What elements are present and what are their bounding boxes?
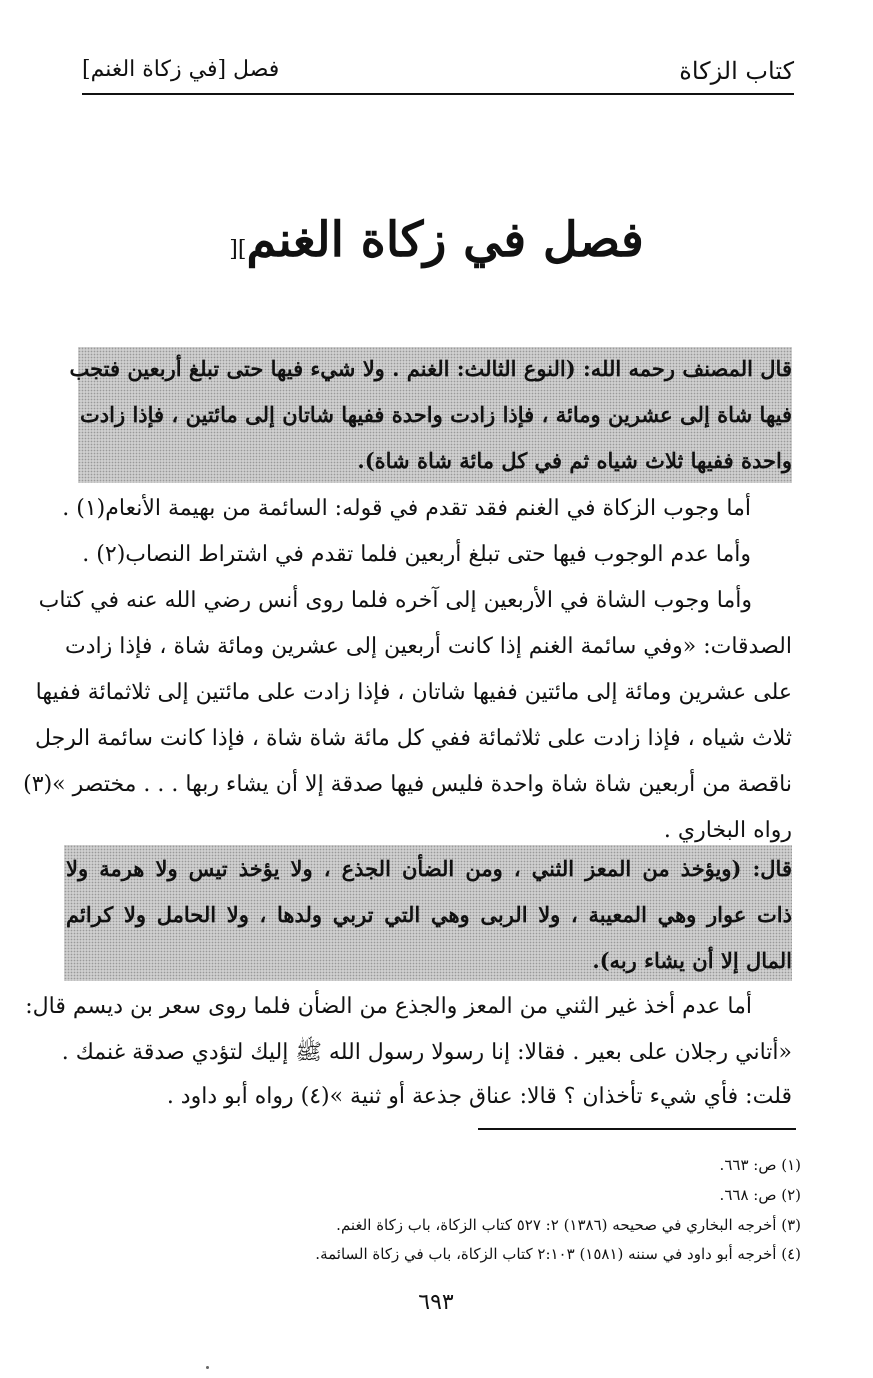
body-line: رواه البخاري . [663,818,792,843]
body-line: على عشرين ومائة إلى مائتين ففيها شاتان ، فإذا زادت على مائتين إلى ثلاثمائة ففيها [35,680,792,705]
body-line: أما وجوب الزكاة في الغنم فقد تقدم في قوله: السائمة من بهيمة الأنعام(١) . [62,496,751,521]
footnote: (٢) ص: ٦٦٨. [719,1186,801,1204]
body-line: «أتاني رجلان على بعير . فقالا: إنا رسولا رسول الله ﷺ إليك لتؤدي صدقة غنمك . [61,1040,792,1065]
quote-block-1-line: واحدة ففيها ثلاث شياه ثم في كل مائة شاة شاة). [357,448,792,473]
footnote: (٣) أخرجه البخاري في صحيحه (١٣٨٦) ٢: ٥٢٧ كتاب الزكاة، باب زكاة الغنم. [336,1216,801,1234]
quote-block-2-line: قال: (ويؤخذ من المعز الثني ، ومن الضأن الجذع ، ولا يؤخذ تيس ولا هرمة ولا [66,856,792,881]
quote-block-1-line: فيها شاة إلى عشرين ومائة ، فإذا زادت واحدة ففيها شاتان إلى مائتين ، فإذا زادت [80,402,792,427]
title-bracket-open: [ [229,237,238,262]
chapter-title-main: فصل في زكاة الغنم [246,212,644,268]
quote-block-1-line: قال المصنف رحمه الله: (النوع الثالث: الغنم . ولا شيء فيها حتى تبلغ أربعين فتجب [69,356,792,381]
page-number: ٦٩٣ [418,1290,454,1315]
scan-speck [206,1366,209,1369]
footnote: (٤) أخرجه أبو داود في سننه (١٥٨١) ٢:١٠٣ كتاب الزكاة، باب في زكاة السائمة. [315,1245,801,1263]
body-line: وأما وجوب الشاة في الأربعين إلى آخره فلما روى أنس رضي الله عنه في كتاب [38,588,752,613]
book-title: كتاب الزكاة [679,57,794,85]
body-line: قلت: فأي شيء تأخذان ؟ قالا: عناق جذعة أو ثنية »(٤) رواه أبو داود . [166,1084,792,1109]
body-line: ناقصة من أربعين شاة شاة واحدة فليس فيها صدقة إلا أن يشاء ربها . . . مختصر »(٣) [23,772,792,797]
body-line: أما عدم أخذ غير الثني من المعز والجذع من الضأن فلما روى سعر بن ديسم قال: [25,994,752,1019]
chapter-title [150,205,723,275]
body-line: ثلاث شياه ، فإذا زادت على ثلاثمائة ففي كل مائة شاة شاة ، فإذا كانت سائمة الرجل [34,726,792,751]
quote-block-2-line: ذات عوار وهي المعيبة ، ولا الربى وهي التي تربي ولدها ، ولا الحامل ولا كرائم [66,902,792,927]
section-title: فصل [في زكاة الغنم] [82,57,280,82]
title-bracket-close: ] [237,237,247,262]
quote-block-2-line: المال إلا أن يشاء ربه). [592,948,792,973]
footnote: (١) ص: ٦٦٣. [719,1156,801,1174]
running-header [82,55,794,95]
body-line: وأما عدم الوجوب فيها حتى تبلغ أربعين فلما تقدم في اشتراط النصاب(٢) . [82,542,751,567]
footnote-separator [478,1128,796,1130]
body-line: الصدقات: «وفي سائمة الغنم إذا كانت أربعين إلى عشرين ومائة شاة ، فإذا زادت [65,634,792,659]
